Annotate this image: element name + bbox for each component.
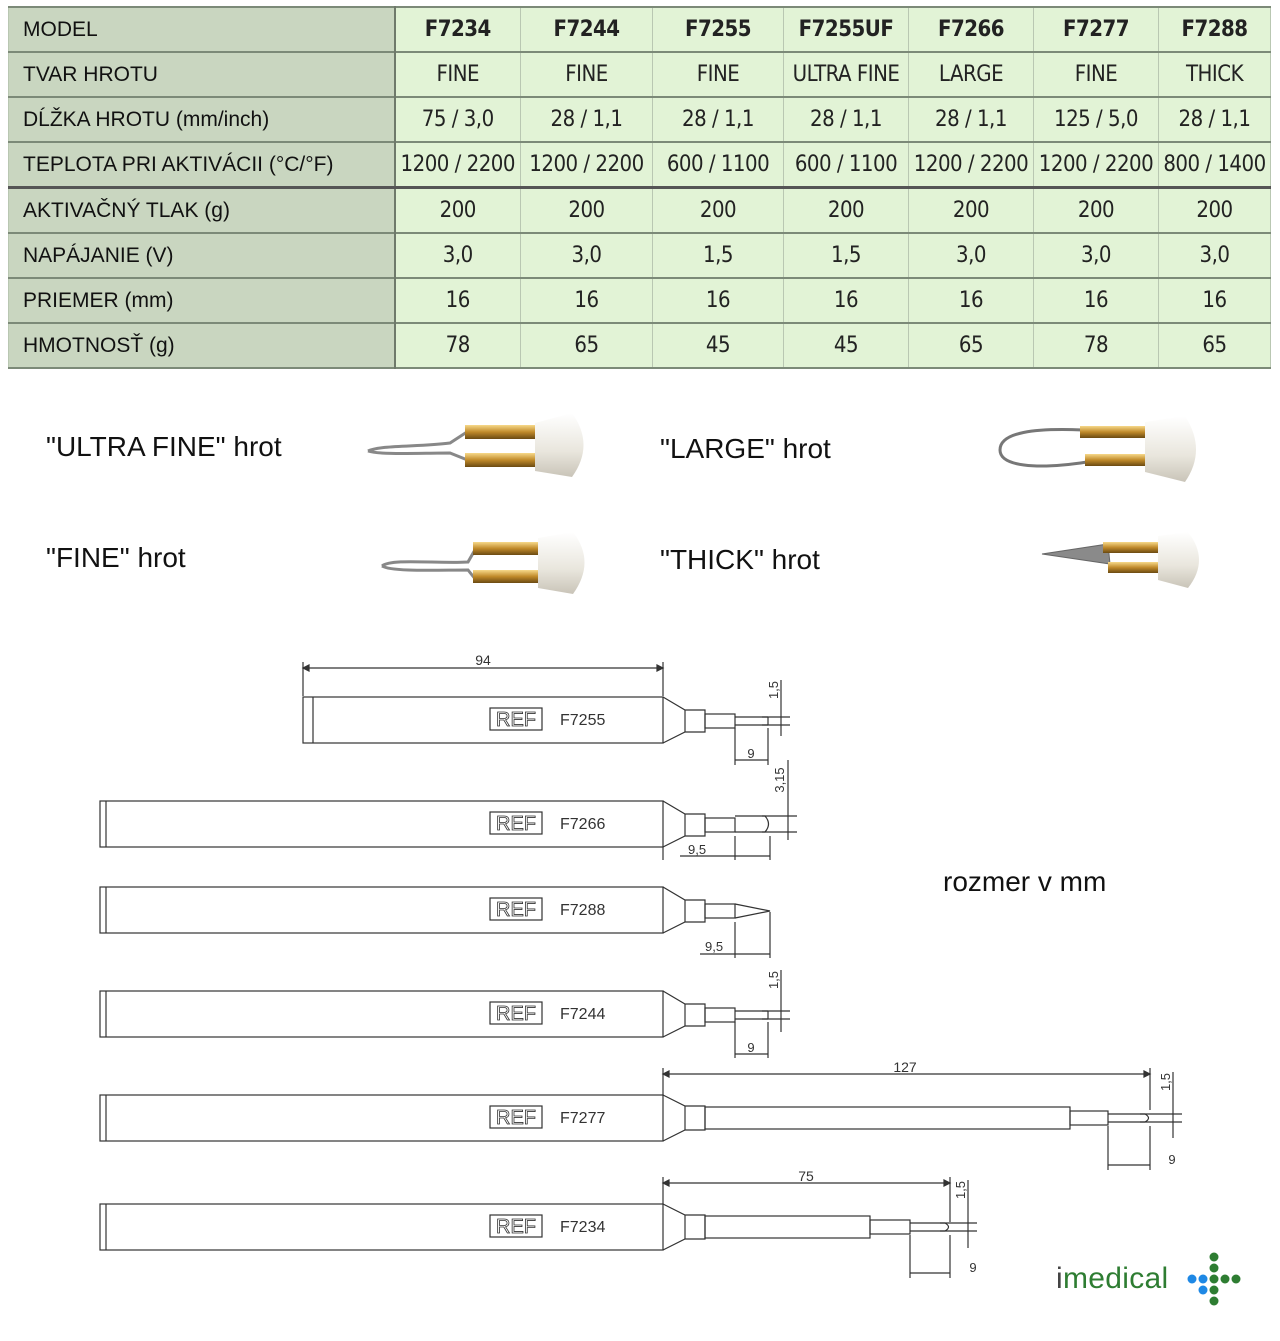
table-cell: LARGE	[909, 52, 1034, 97]
svg-text:9: 9	[747, 1040, 755, 1055]
drawing-f7266	[100, 760, 797, 860]
table-row	[9, 142, 1271, 188]
table-cell: 1200 / 2200	[1034, 142, 1159, 188]
thick-tip-image	[1038, 528, 1213, 594]
table-cell: 1200 / 2200	[395, 142, 521, 188]
table-cell: 1,5	[653, 233, 784, 278]
model-label-f7234: F7234	[560, 1219, 606, 1236]
svg-text:9,5: 9,5	[705, 939, 724, 954]
model-label-f7244: F7244	[560, 1006, 606, 1023]
model-header-cell: F7255	[653, 7, 784, 52]
table-cell: 16	[909, 278, 1034, 323]
row-label: HMOTNOSŤ (g)	[9, 323, 395, 368]
drawing-f7244	[100, 970, 790, 1058]
table-row	[9, 188, 1271, 234]
dim-9: 9	[747, 746, 755, 761]
table-cell: 200	[784, 188, 909, 234]
table-cell: 65	[909, 323, 1034, 368]
logo-text: imedical	[1056, 1262, 1169, 1295]
fine-tip-image	[378, 528, 598, 598]
svg-text:9: 9	[1168, 1152, 1176, 1167]
table-row	[9, 323, 1271, 368]
table-cell: 800 / 1400	[1159, 142, 1271, 188]
svg-text:REF: REF	[496, 1003, 536, 1025]
table-cell: 200	[1034, 188, 1159, 234]
row-label: TEPLOTA PRI AKTIVÁCII (°C/°F)	[9, 142, 395, 188]
table-cell: 3,0	[909, 233, 1034, 278]
row-label: AKTIVAČNÝ TLAK (g)	[9, 188, 395, 234]
model-label-f7255: F7255	[560, 712, 606, 729]
table-cell: 600 / 1100	[784, 142, 909, 188]
row-label: MODEL	[9, 7, 395, 52]
svg-text:REF: REF	[496, 1216, 536, 1238]
table-cell: 200	[1159, 188, 1271, 234]
table-row	[9, 278, 1271, 323]
svg-text:REF: REF	[496, 1107, 536, 1129]
table-cell: 1200 / 2200	[521, 142, 653, 188]
table-cell: FINE	[395, 52, 521, 97]
table-cell: 1200 / 2200	[909, 142, 1034, 188]
svg-text:REF: REF	[496, 813, 536, 835]
table-cell: 3,0	[1034, 233, 1159, 278]
drawing-f7277	[100, 1059, 1182, 1170]
model-header-cell: F7288	[1159, 7, 1271, 52]
table-cell: 45	[784, 323, 909, 368]
table-cell: 16	[395, 278, 521, 323]
table-cell: THICK	[1159, 52, 1271, 97]
table-cell: FINE	[1034, 52, 1159, 97]
table-row	[9, 7, 1271, 52]
table-cell: 75 / 3,0	[395, 97, 521, 142]
units-note: rozmer v mm	[943, 866, 1107, 897]
table-cell: 28 / 1,1	[653, 97, 784, 142]
table-cell: 1,5	[784, 233, 909, 278]
dim-1-5: 1,5	[766, 680, 781, 700]
svg-text:9: 9	[969, 1260, 977, 1275]
model-label-f7288: F7288	[560, 902, 606, 919]
dim-3-15: 3,15	[772, 767, 787, 793]
table-cell: 600 / 1100	[653, 142, 784, 188]
table-cell: 28 / 1,1	[1159, 97, 1271, 142]
table-cell: 65	[521, 323, 653, 368]
table-cell: 78	[395, 323, 521, 368]
table-cell: FINE	[521, 52, 653, 97]
tip-label-fine: "FINE" hrot	[46, 542, 186, 573]
table-cell: 16	[653, 278, 784, 323]
table-cell: 16	[521, 278, 653, 323]
large-tip-image	[995, 410, 1210, 490]
drawing-f7234	[100, 1168, 977, 1278]
table-cell: 200	[395, 188, 521, 234]
table-cell: FINE	[653, 52, 784, 97]
tip-label-large: "LARGE" hrot	[660, 433, 831, 464]
technical-drawings	[0, 640, 1280, 1280]
table-cell: 28 / 1,1	[784, 97, 909, 142]
drawing-f7288	[100, 887, 770, 958]
table-cell: 3,0	[521, 233, 653, 278]
table-cell: 16	[1159, 278, 1271, 323]
model-label-f7266: F7266	[560, 816, 606, 833]
logo-dots-icon	[1184, 1252, 1246, 1312]
row-label: NAPÁJANIE (V)	[9, 233, 395, 278]
model-header-cell: F7244	[521, 7, 653, 52]
table-cell: 125 / 5,0	[1034, 97, 1159, 142]
table-cell: 65	[1159, 323, 1271, 368]
row-label: PRIEMER (mm)	[9, 278, 395, 323]
dim-94: 94	[475, 652, 491, 668]
svg-text:1,5: 1,5	[953, 1180, 968, 1200]
table-row	[9, 97, 1271, 142]
ultra-fine-tip-image	[360, 405, 600, 485]
table-cell: 3,0	[1159, 233, 1271, 278]
table-cell: 200	[521, 188, 653, 234]
table-cell: ULTRA FINE	[784, 52, 909, 97]
model-header-cell: F7277	[1034, 7, 1159, 52]
table-cell: 28 / 1,1	[521, 97, 653, 142]
table-cell: 28 / 1,1	[909, 97, 1034, 142]
table-cell: 16	[784, 278, 909, 323]
row-label: TVAR HROTU	[9, 52, 395, 97]
ref-label: REF	[496, 709, 536, 731]
table-cell: 45	[653, 323, 784, 368]
model-header-cell: F7266	[909, 7, 1034, 52]
model-header-cell: F7234	[395, 7, 521, 52]
table-cell: 16	[1034, 278, 1159, 323]
table-cell: 3,0	[395, 233, 521, 278]
model-label-f7277: F7277	[560, 1110, 606, 1127]
table-cell: 200	[653, 188, 784, 234]
spec-table	[8, 6, 1271, 369]
tip-label-thick: "THICK" hrot	[660, 544, 820, 575]
dim-75: 75	[798, 1168, 814, 1184]
tip-label-ultra-fine: "ULTRA FINE" hrot	[46, 431, 282, 462]
table-cell: 200	[909, 188, 1034, 234]
drawing-f7255	[303, 652, 790, 765]
svg-text:REF: REF	[496, 899, 536, 921]
table-row	[9, 233, 1271, 278]
table-cell: 78	[1034, 323, 1159, 368]
dim-9-5: 9,5	[688, 842, 707, 857]
table-row	[9, 52, 1271, 97]
row-label: DĹŽKA HROTU (mm/inch)	[9, 97, 395, 142]
svg-text:1,5: 1,5	[1158, 1072, 1173, 1092]
svg-text:1,5: 1,5	[766, 970, 781, 990]
model-header-cell: F7255UF	[784, 7, 909, 52]
dim-127: 127	[893, 1059, 917, 1075]
